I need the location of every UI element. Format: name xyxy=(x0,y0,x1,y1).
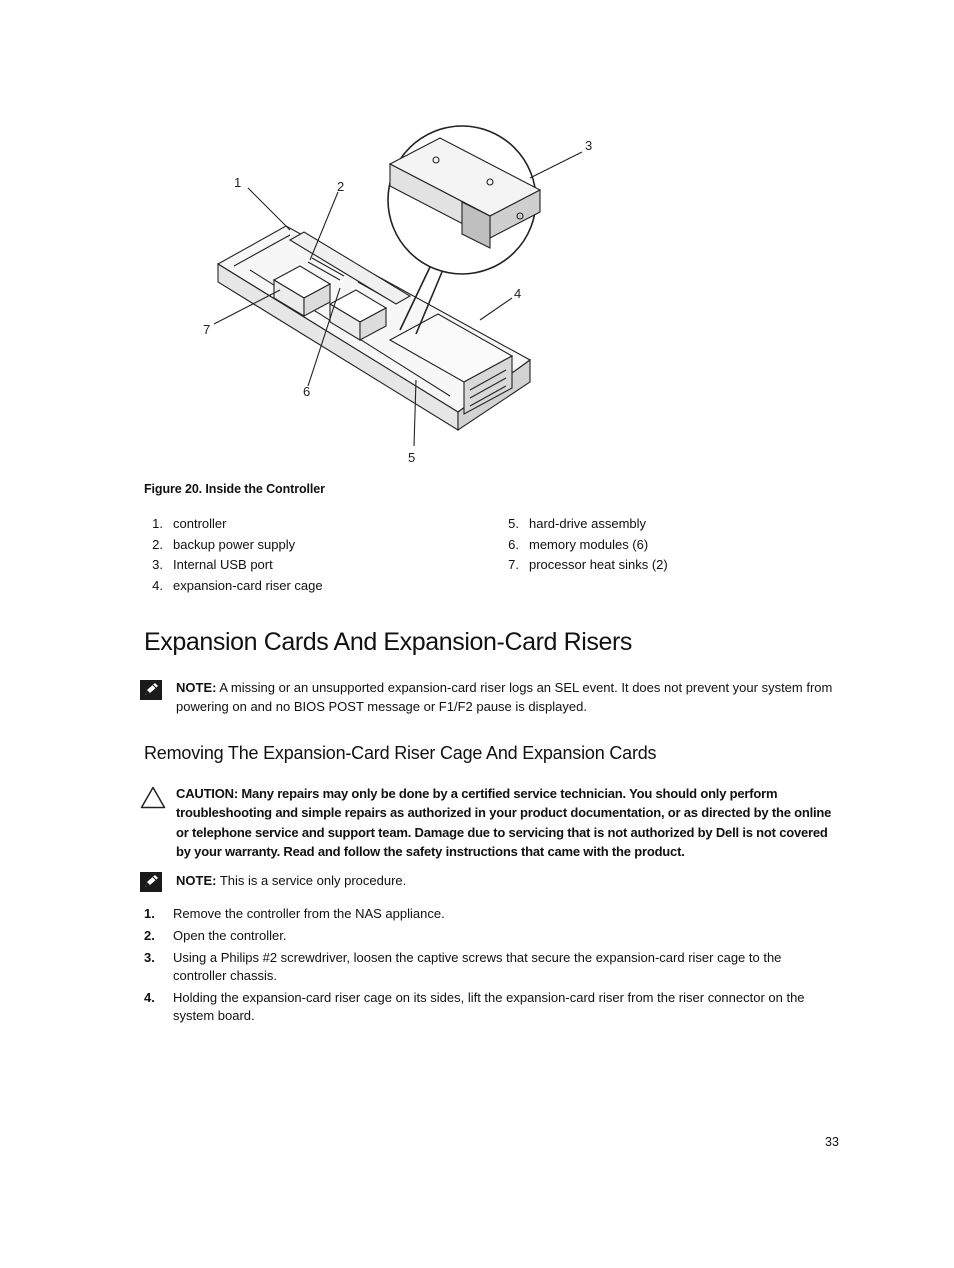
step-item: 3. Using a Philips #2 screwdriver, loosen the captive screws that secure the expansion-card riser cage to the controller chassis. xyxy=(144,950,782,983)
legend-item: 6. memory modules (6) xyxy=(508,536,649,552)
callout-2: 2 xyxy=(337,179,345,194)
callout-6: 6 xyxy=(303,384,311,399)
note-body: This is a service only procedure. xyxy=(216,873,407,888)
legend-item: 2. backup power supply xyxy=(152,536,296,552)
caution-triangle-icon xyxy=(140,786,166,809)
legend-item: 1. controller xyxy=(152,516,227,531)
note-body: A missing or an unsupported expansion-card riser logs an SEL event. It does not prevent your system from powering on and no BIOS POST message or F1/F2 pause is displayed. xyxy=(176,680,833,714)
procedure-steps xyxy=(144,905,834,1029)
callout-4: 4 xyxy=(514,286,522,301)
legend-right xyxy=(500,514,668,576)
note-service-only xyxy=(176,871,836,890)
callout-3: 3 xyxy=(585,138,593,153)
caution-text: CAUTION: Many repairs may only be done by a certified service technician. You should only perform troubleshooting and simple repairs as authorized in your product documentation, or as directed by the online or telephone service and support team. Damage due to servicing that is not authorized by Dell is not covered by your warranty. Read and follow the safety instructions that came with the product. xyxy=(176,786,832,859)
controller-interior-figure xyxy=(190,120,610,470)
step-item: 2. Open the controller. xyxy=(144,928,287,943)
callout-5: 5 xyxy=(408,450,416,465)
step-item: 1. Remove the controller from the NAS appliance. xyxy=(144,906,445,921)
subsection-title: Removing The Expansion-Card Riser Cage And Expansion Cards xyxy=(144,743,657,763)
pencil-note-icon xyxy=(140,872,162,892)
note-sel-event xyxy=(176,678,836,716)
note-label: NOTE: xyxy=(176,873,217,888)
legend-item: 3. Internal USB port xyxy=(152,557,273,573)
legend-item: 4. expansion-card riser cage xyxy=(152,578,323,594)
callout-7: 7 xyxy=(203,322,211,337)
page-number: 33 xyxy=(825,1135,839,1149)
legend-left xyxy=(144,514,323,597)
note-label: NOTE: xyxy=(176,680,217,695)
pencil-note-icon xyxy=(140,680,162,700)
step-item: 4. Holding the expansion-card riser cage on its sides, lift the expansion-card riser from the riser connector on the system board. xyxy=(144,990,805,1023)
legend-item: 7. processor heat sinks (2) xyxy=(508,557,668,573)
section-title: Expansion Cards And Expansion-Card Risers xyxy=(144,628,633,656)
callout-1: 1 xyxy=(234,175,242,190)
legend-item: 5. hard-drive assembly xyxy=(508,516,647,531)
figure-caption: Figure 20. Inside the Controller xyxy=(144,482,325,496)
